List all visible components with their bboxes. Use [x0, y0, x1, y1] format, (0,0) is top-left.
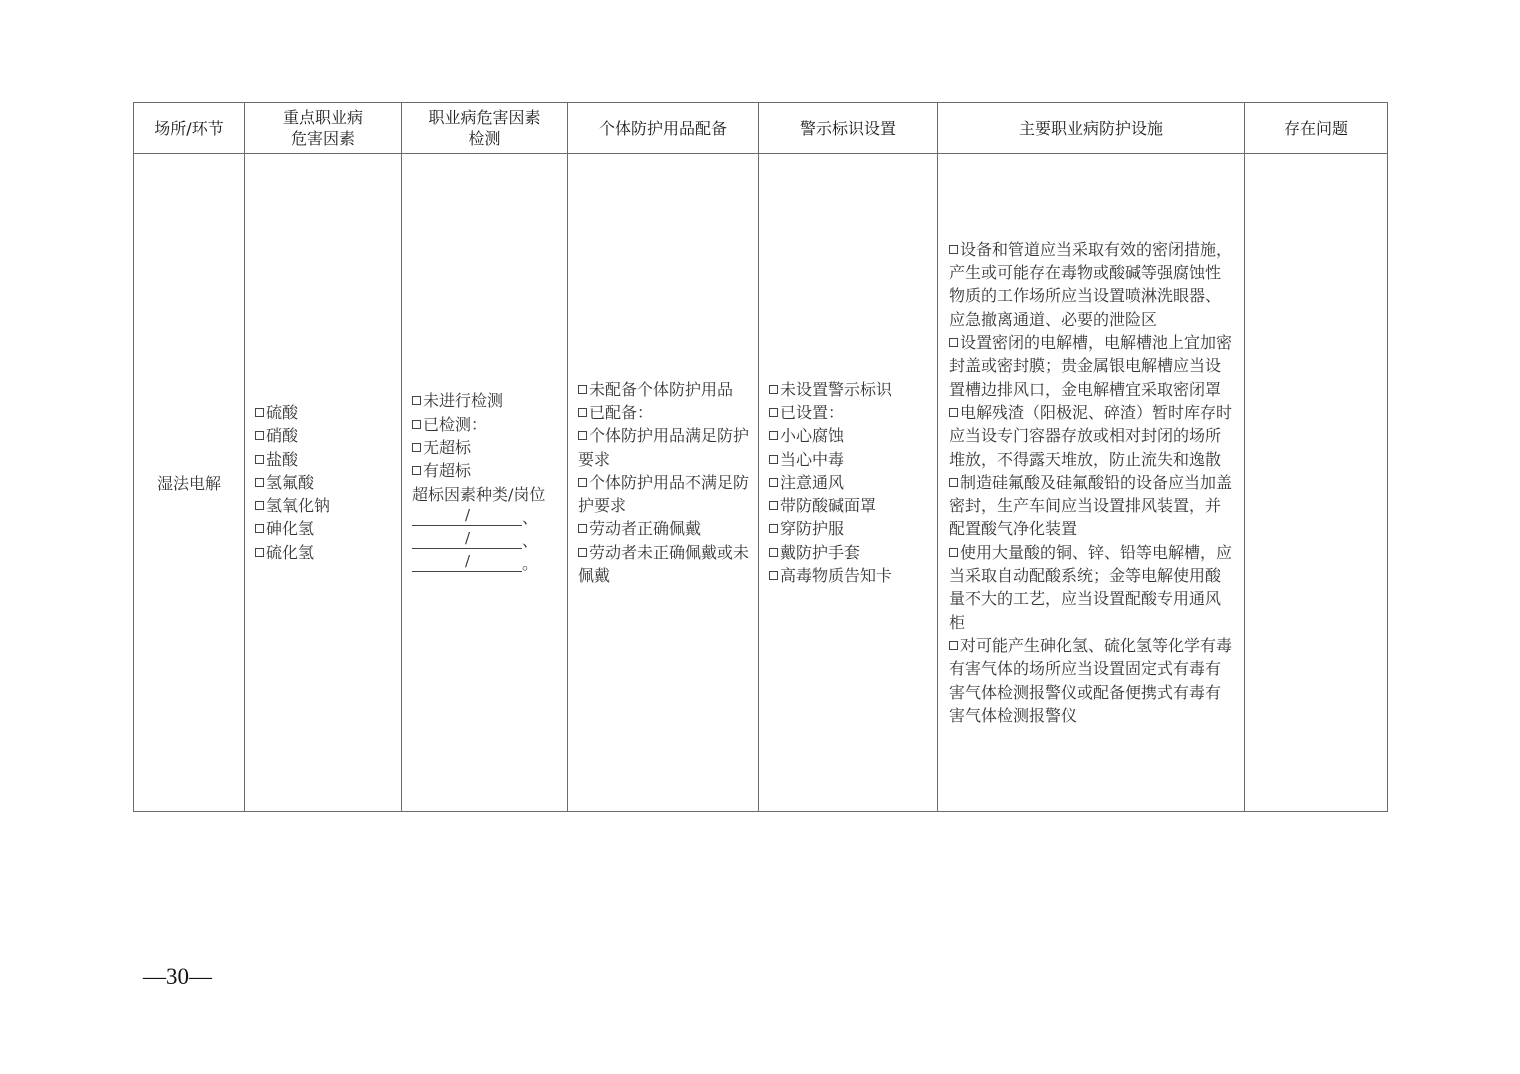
checkbox[interactable]: [949, 245, 958, 254]
checkbox[interactable]: [949, 548, 958, 557]
exceed-note: 超标因素种类/岗位: [412, 484, 546, 504]
warning-sign-label: 已设置：: [780, 402, 845, 422]
blank-separator: /: [465, 552, 471, 571]
hazard-factors-cell: [245, 154, 402, 812]
detection-label: 无超标: [423, 437, 472, 457]
header-detection-line1: 职业病危害因素: [428, 108, 541, 127]
list-item: [949, 401, 1234, 471]
header-measures: 主要职业病防护设施: [938, 103, 1245, 154]
list-item: [255, 401, 393, 424]
list-item: [769, 494, 929, 517]
list-item: [578, 401, 750, 424]
warning-sign-label: 小心腐蚀: [780, 426, 845, 446]
checkbox[interactable]: [769, 385, 778, 394]
inspection-table: [133, 102, 1388, 812]
list-item: [578, 424, 750, 471]
ppe-label: 未配备个体防护用品: [589, 379, 734, 399]
checkbox[interactable]: [255, 501, 264, 510]
header-hazard-factors: [245, 103, 402, 154]
measure-label: 电解残渣（阳极泥、碎渣）暂时库存时应当设专门容器存放或相对封闭的场所堆放，不得露天堆放，防止流失和逸散: [949, 402, 1233, 469]
ppe-list: [568, 378, 758, 588]
checkbox[interactable]: [412, 443, 421, 452]
fill-blank-row: [412, 552, 559, 575]
measures-cell: [938, 154, 1245, 812]
hazard-factor-label: 硫化氢: [266, 542, 315, 562]
list-item: [769, 378, 929, 401]
measure-label: 对可能产生砷化氢、硫化氢等化学有毒有害气体的场所应当设置固定式有毒有害气体检测报警仪或配备便携式有毒有害气体检测报警仪: [949, 635, 1233, 725]
blank-separator: /: [465, 505, 471, 524]
list-item: [578, 471, 750, 518]
list-item: [255, 471, 393, 494]
list-item: [769, 541, 929, 564]
list-item: [769, 401, 929, 424]
warning-sign-label: 未设置警示标识: [780, 379, 893, 399]
list-item: [949, 541, 1234, 634]
warning-signs-cell: [759, 154, 938, 812]
fill-blank-row: [412, 529, 559, 552]
header-issues: 存在问题: [1245, 103, 1388, 154]
list-item: [769, 448, 929, 471]
checkbox[interactable]: [255, 455, 264, 464]
checkbox[interactable]: [412, 466, 421, 475]
list-item: [769, 471, 929, 494]
list-item: [578, 378, 750, 401]
header-row: [134, 103, 1388, 154]
ppe-label: 已配备：: [589, 402, 654, 422]
list-item: [255, 448, 393, 471]
measure-label: 制造硅氟酸及硅氟酸铅的设备应当加盖密封，生产车间应当设置排风装置，并配置酸气净化装置: [949, 472, 1233, 539]
fill-blank[interactable]: [412, 505, 522, 526]
checkbox[interactable]: [769, 501, 778, 510]
list-item: [255, 541, 393, 564]
list-item: [255, 517, 393, 540]
checkbox[interactable]: [578, 408, 587, 417]
checkbox[interactable]: [949, 478, 958, 487]
warning-sign-label: 带防酸碱面罩: [780, 496, 877, 516]
detection-label: 未进行检测: [423, 391, 504, 411]
checkbox[interactable]: [578, 385, 587, 394]
ppe-cell: [568, 154, 759, 812]
ppe-label: 劳动者未正确佩戴或未佩戴: [578, 542, 750, 586]
checkbox[interactable]: [578, 548, 587, 557]
hazard-factor-label: 盐酸: [266, 449, 299, 469]
measure-label: 设置密闭的电解槽，电解槽池上宜加密封盖或密封膜；贵金属银电解槽应当设置槽边排风口，金电解槽宜采取密闭罩: [949, 333, 1233, 399]
header-detection-line2: 检测: [468, 129, 501, 148]
checkbox[interactable]: [769, 455, 778, 464]
hazard-factor-label: 硝酸: [266, 426, 299, 446]
list-item: [255, 424, 393, 447]
list-item: [769, 564, 929, 587]
checkbox[interactable]: [578, 524, 587, 533]
hazard-factor-label: 硫酸: [266, 402, 299, 422]
checkbox[interactable]: [769, 431, 778, 440]
warning-sign-label: 穿防护服: [780, 519, 845, 539]
list-item: [949, 634, 1234, 727]
fill-blank[interactable]: [412, 552, 522, 572]
list-item: [769, 517, 929, 540]
table-row: [134, 154, 1388, 812]
place-label: 湿法电解: [156, 474, 221, 493]
header-hazard-factors-line2: 危害因素: [290, 129, 355, 148]
list-item: [949, 331, 1234, 401]
blank-ending: 、: [522, 531, 539, 551]
checkbox[interactable]: [255, 408, 264, 417]
header-place: 场所/环节: [134, 103, 245, 154]
measures-list: [938, 238, 1244, 727]
checkbox[interactable]: [578, 478, 587, 487]
page-number: —30—: [143, 964, 212, 989]
list-item: [578, 517, 750, 540]
measure-label: 使用大量酸的铜、锌、铅等电解槽，应当采取自动配酸系统；金等电解使用酸量不大的工艺，应当设置配酸专用通风柜: [949, 542, 1233, 632]
list-item: [412, 413, 559, 436]
ppe-label: 劳动者正确佩戴: [589, 519, 702, 539]
blank-ending: 。: [522, 554, 539, 574]
blank-separator: /: [465, 528, 471, 547]
detection-label: 有超标: [423, 461, 472, 481]
checkbox[interactable]: [769, 548, 778, 557]
list-item: [412, 389, 559, 412]
header-hazard-factors-line1: 重点职业病: [282, 108, 363, 127]
issues-cell[interactable]: [1245, 154, 1388, 812]
list-item: [769, 424, 929, 447]
list-item: [412, 436, 559, 459]
hazard-factor-label: 砷化氢: [266, 519, 315, 539]
ppe-label: 个体防护用品满足防护要求: [578, 426, 750, 469]
checkbox[interactable]: [255, 478, 264, 487]
list-item: [949, 238, 1234, 331]
checkbox[interactable]: [412, 396, 421, 405]
checkbox[interactable]: [949, 338, 958, 347]
header-detection: [402, 103, 568, 154]
list-item: [949, 471, 1234, 541]
detection-cell: [402, 154, 568, 812]
checkbox[interactable]: [255, 524, 264, 533]
checkbox[interactable]: [949, 408, 958, 417]
hazard-factors-list: [245, 401, 401, 564]
header-ppe: 个体防护用品配备: [568, 103, 759, 154]
list-item: [255, 494, 393, 517]
hazard-factor-label: 氢氟酸: [266, 472, 315, 492]
warning-sign-label: 高毒物质告知卡: [780, 566, 893, 586]
measure-label: 设备和管道应当采取有效的密闭措施，产生或可能存在毒物或酸碱等强腐蚀性物质的工作场所应当设置喷淋洗眼器、应急撤离通道、必要的泄险区: [949, 239, 1233, 329]
list-item: [578, 541, 750, 588]
warning-sign-label: 戴防护手套: [780, 542, 861, 562]
blank-ending: 、: [522, 507, 539, 527]
ppe-label: 个体防护用品不满足防护要求: [578, 472, 750, 516]
detection-label: 已检测：: [423, 414, 488, 434]
hazard-factor-label: 氢氧化钠: [266, 496, 331, 516]
checkbox[interactable]: [949, 641, 958, 650]
checkbox[interactable]: [769, 571, 778, 580]
header-warning-signs: 警示标识设置: [759, 103, 938, 154]
warning-sign-label: 注意通风: [780, 472, 845, 492]
checkbox[interactable]: [769, 408, 778, 417]
detection-list: [402, 389, 567, 575]
checkbox[interactable]: [578, 431, 587, 440]
warning-signs-list: [759, 378, 937, 588]
checkbox[interactable]: [255, 548, 264, 557]
checkbox[interactable]: [412, 420, 421, 429]
checkbox[interactable]: [769, 524, 778, 533]
warning-sign-label: 当心中毒: [780, 449, 845, 469]
list-item: [412, 459, 559, 482]
place-cell: [134, 154, 245, 812]
checkbox[interactable]: [255, 431, 264, 440]
checkbox[interactable]: [769, 478, 778, 487]
fill-blank[interactable]: [412, 528, 522, 549]
fill-blank-row: [412, 506, 559, 529]
